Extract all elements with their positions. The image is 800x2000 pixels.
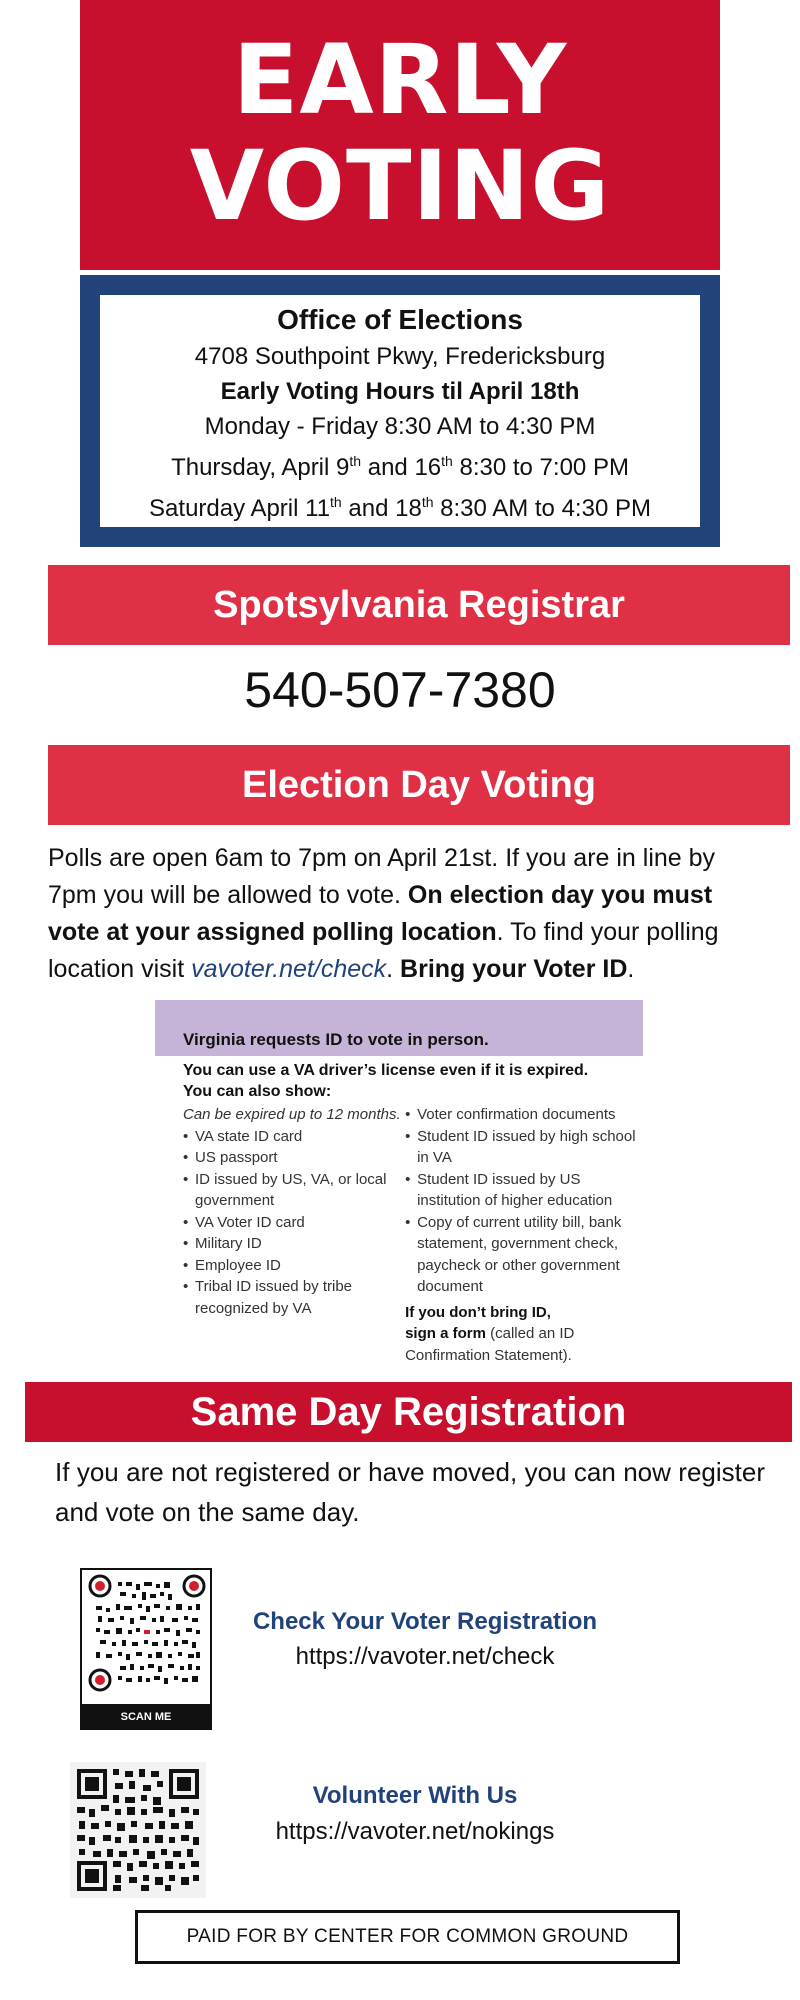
hours-saturday: Saturday April 11th and 18th 8:30 AM to 4:30 PM [149,494,651,522]
volunteer-title: Volunteer With Us [312,1782,518,1809]
list-item: • Student ID issued by high school in VA [405,1126,643,1169]
list-item: • VA Voter ID card [183,1212,401,1234]
list-item: • Voter confirmation documents [405,1104,643,1126]
registrar-phone[interactable]: 540-507-7380 [244,662,556,718]
list-item: • US passport [183,1147,401,1169]
qr-volunteer-graphic [75,1767,201,1893]
volunteer-url[interactable]: https://vavoter.net/nokings [275,1818,555,1845]
qr-check-graphic [88,1574,206,1692]
election-day-text: Polls are open 6am to 7pm on April 21st. If you are in line by 7pm you will be allowed to vote. On election day you must vote at your assigned polling location. To find your polling location visit vavoter.net/check. Bring your Voter ID. [48,844,719,983]
id-header: Virginia requests ID to vote in person. [155,1000,643,1056]
check-registration-url[interactable]: https://vavoter.net/check [295,1643,555,1670]
id-right-column [405,1104,643,1366]
id-lead-1: You can use a VA driver’s license even if it is expired. [183,1062,589,1079]
office-title: Office of Elections [277,304,523,335]
check-registration-title: Check Your Voter Registration [252,1608,598,1635]
list-item: • Tribal ID issued by tribe recognized by VA [183,1276,401,1319]
hours-thursday: Thursday, April 9th and 16th 8:30 to 7:00 PM [171,453,629,481]
check-link[interactable]: vavoter.net/check [191,955,387,983]
id-note: Can be expired up to 12 months. [183,1106,401,1123]
office-address: 4708 Southpoint Pkwy, Fredericksburg [194,343,606,370]
same-day-band: Same Day Registration [25,1382,792,1442]
list-item: • VA state ID card [183,1126,401,1148]
list-item: • Military ID [183,1233,401,1255]
registrar-band: Spotsylvania Registrar [48,565,790,645]
list-item: • Student ID issued by US institution of higher education [405,1169,643,1212]
office-of-elections-box [100,295,700,527]
id-left-column [183,1104,401,1366]
voter-id-info-box [155,1000,643,1370]
hero-line-2: VOTING [189,130,611,242]
same-day-text: If you are not registered or have moved, you can now register and vote on the same day. [55,1457,765,1527]
list-item: • Copy of current utility bill, bank statement, government check, paycheck or other government document [405,1212,643,1298]
scan-me-label: SCAN ME [80,1704,212,1730]
hero-line-1: EARLY [232,24,568,136]
id-lead-2: You can also show: [183,1083,332,1100]
early-voting-banner [80,0,720,270]
paid-for-by-disclaimer: PAID FOR BY CENTER FOR COMMON GROUND [135,1910,680,1964]
hours-weekday: Monday - Friday 8:30 AM to 4:30 PM [204,413,596,440]
list-item: • Employee ID [183,1255,401,1277]
qr-code-icon[interactable] [70,1762,206,1898]
election-day-band: Election Day Voting [48,745,790,825]
hours-title: Early Voting Hours til April 18th [220,378,580,405]
list-item: • ID issued by US, VA, or local government [183,1169,401,1212]
id-footer: If you don’t bring ID, sign a form (called an ID Confirmation Statement). [405,1303,575,1364]
